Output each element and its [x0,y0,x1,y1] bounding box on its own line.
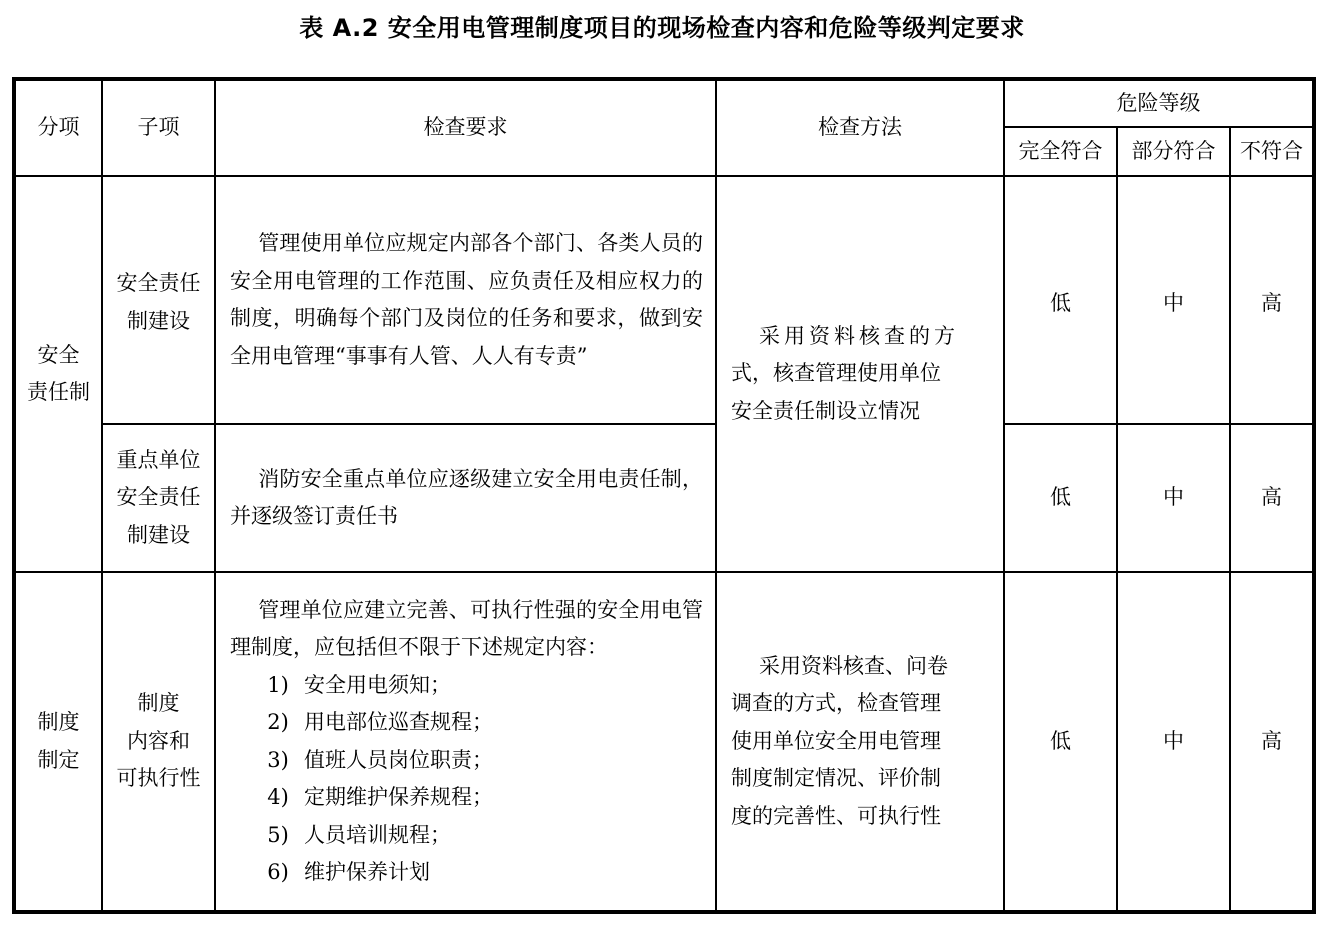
list-item: 2) 用电部位巡查规程； [267,710,493,734]
header-fully-compliant: 完全符合 [1004,127,1117,176]
table-row [14,572,1314,912]
header-row [14,79,1314,127]
grade-high: 高 [1230,176,1314,424]
grade-high: 高 [1230,572,1314,912]
method-cell: 采用资料核查、问卷 调查的方式，检查管理 使用单位安全用电管理 制度制定情况、评价制 度的完善性、可执行性 [716,572,1004,912]
header-method: 检查方法 [716,79,1004,176]
table-row [14,176,1314,424]
requirement-cell: 消防安全重点单位应逐级建立安全用电责任制，并逐级签订责任书 [215,424,716,572]
method-cell: 采用资料核查的方 式，核查管理使用单位 安全责任制设立情况 [716,176,1004,572]
requirement-cell: 管理使用单位应规定内部各个部门、各类人员的安全用电管理的工作范围、应负责任及相应权力的制度，明确每个部门及岗位的任务和要求，做到安全用电管理“事事有人管、人人有专责” [215,176,716,424]
header-category: 分项 [14,79,102,176]
list-item: 6) 维护保养计划 [267,860,430,884]
table-title: 表 A.2 安全用电管理制度项目的现场检查内容和危险等级判定要求 [299,14,1025,42]
list-item: 1) 安全用电须知； [267,672,451,697]
header-requirement: 检查要求 [215,79,716,176]
header-risk-level: 危险等级 [1004,79,1314,127]
header-partially-compliant: 部分符合 [1117,127,1230,176]
list-item: 4) 定期维护保养规程； [267,785,493,809]
inspection-requirements-table [12,77,1316,914]
grade-medium: 中 [1117,424,1230,572]
grade-high: 高 [1230,424,1314,572]
subitem-cell: 重点单位 安全责任 制建设 [102,424,215,572]
header-subitem: 子项 [102,79,215,176]
header-non-compliant: 不符合 [1230,127,1314,176]
grade-low: 低 [1004,572,1117,912]
category-cell: 安全 责任制 [14,176,102,572]
subitem-cell: 安全责任 制建设 [102,176,215,424]
list-item: 3) 值班人员岗位职责； [267,747,493,772]
category-cell: 制度 制定 [14,572,102,912]
grade-medium: 中 [1117,176,1230,424]
subitem-cell: 制度 内容和 可执行性 [102,572,215,912]
list-item: 5) 人员培训规程； [267,822,451,847]
grade-medium: 中 [1117,572,1230,912]
grade-low: 低 [1004,424,1117,572]
grade-low: 低 [1004,176,1117,424]
table-row [14,424,1314,572]
requirement-cell: 管理单位应建立完善、可执行性强的安全用电管理制度，应包括但不限于下述规定内容： 1) 安全用电须知； 2) 用电部位巡查规程； 3) 值班人员岗位职责； 4) 定期维护保养规程； 5) 人员培训规程； 6) 维护保养计划 [215,572,716,912]
